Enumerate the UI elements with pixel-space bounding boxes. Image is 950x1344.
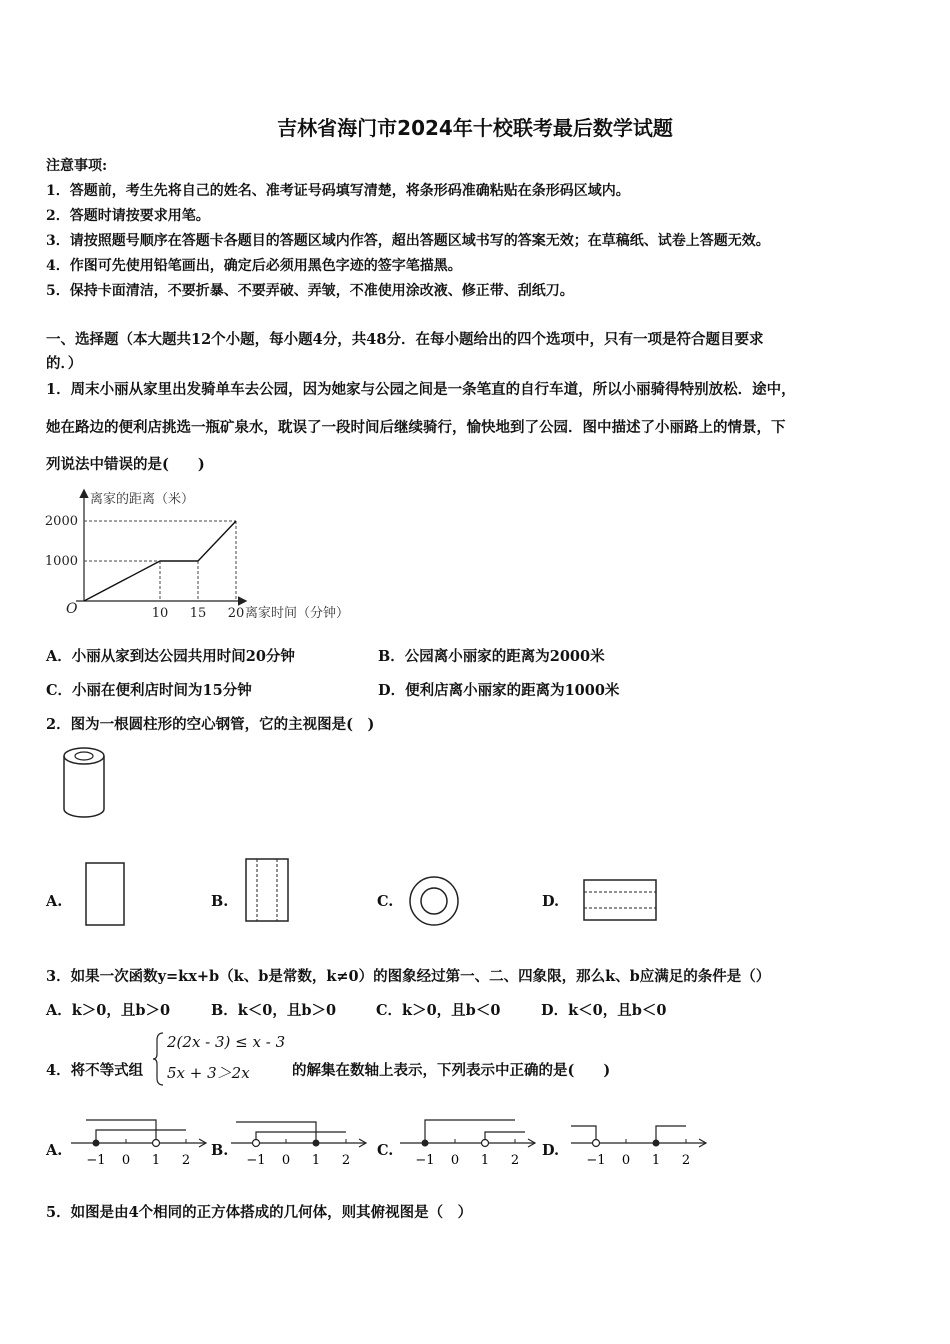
q1-text: 列说法中错误的是( )	[46, 456, 205, 473]
q3-option-a[interactable]: A．k＞0，且b＞0	[46, 1002, 171, 1019]
number-line-d[interactable]	[566, 1112, 711, 1170]
q1-text: 她在路边的便利店挑选一瓶矿泉水，耽误了一段时间后继续骑行，愉快地到了公园．图中描述了小丽路上的情景，下	[46, 419, 786, 436]
tick-label: −1	[586, 1153, 606, 1168]
q1-option-d[interactable]: D．便利店离小丽家的距离为1000米	[378, 682, 620, 699]
origin-label: O	[66, 601, 78, 617]
tick-label: 0	[121, 1153, 131, 1168]
q2-option-d-figure[interactable]	[580, 875, 660, 925]
tick-label: 2	[341, 1153, 351, 1168]
q2-option-b[interactable]: B.	[211, 893, 229, 910]
tick-label: 1	[151, 1153, 161, 1168]
q3-option-c[interactable]: C．k＞0，且b＜0	[376, 1002, 501, 1019]
y-tick-label: 1000	[44, 554, 78, 569]
tick-label: 0	[621, 1153, 631, 1168]
hollow-pipe-figure	[55, 745, 115, 820]
q4-suffix: 的解集在数轴上表示，下列表示中正确的是( )	[292, 1062, 611, 1079]
system-brace	[152, 1030, 166, 1088]
tick-label: 0	[450, 1153, 460, 1168]
page-title: 吉林省海门市2024年十校联考最后数学试题	[277, 116, 673, 140]
tick-label: 1	[311, 1153, 321, 1168]
q4-option-d[interactable]: D.	[542, 1142, 560, 1159]
q4-option-a[interactable]: A.	[46, 1142, 63, 1159]
q5-text: 5．如图是由4个相同的正方体搭成的几何体，则其俯视图是（ ）	[46, 1204, 473, 1221]
q2-text: 2．图为一根圆柱形的空心钢管，它的主视图是( )	[46, 716, 375, 733]
tick-label: 2	[681, 1153, 691, 1168]
tick-label: −1	[246, 1153, 266, 1168]
x-tick-label: 15	[189, 606, 207, 621]
number-line-a[interactable]	[66, 1112, 211, 1170]
q2-option-a-figure[interactable]	[82, 860, 128, 928]
tick-label: −1	[86, 1153, 106, 1168]
q1-option-b[interactable]: B．公园离小丽家的距离为2000米	[378, 648, 605, 665]
x-tick-label: 10	[151, 606, 169, 621]
tick-label: 0	[281, 1153, 291, 1168]
section-heading: 一、选择题（本大题共12个小题，每小题4分，共48分．在每小题给出的四个选项中，只有一项是符合题目要求	[46, 331, 764, 348]
q3-text: 3．如果一次函数y=kx+b（k、b是常数，k≠0）的图象经过第一、二、四象限，那么k、b应满足的条件是（）	[46, 968, 771, 985]
q1-distance-chart	[40, 485, 380, 625]
section-heading-cont: 的．）	[46, 355, 83, 372]
q2-option-c-figure[interactable]	[405, 872, 463, 930]
notice-item: 3．请按照题号顺序在答题卡各题目的答题区域内作答，超出答题区域书写的答案无效；在草稿纸、试卷上答题无效。	[46, 233, 770, 249]
number-line-b[interactable]	[226, 1112, 371, 1170]
q2-option-a[interactable]: A.	[46, 893, 63, 910]
series-segment	[198, 521, 236, 561]
tick-label: −1	[415, 1153, 435, 1168]
notice-item: 2．答题时请按要求用笔。	[46, 208, 210, 224]
q2-option-b-figure[interactable]	[242, 856, 292, 926]
q1-option-a[interactable]: A．小丽从家到达公园共用时间20分钟	[46, 648, 295, 665]
inequality-1: 2(2x - 3) ≤ x - 3	[167, 1033, 286, 1051]
q4-option-c[interactable]: C.	[377, 1142, 394, 1159]
q3-option-d[interactable]: D．k＜0，且b＜0	[541, 1002, 667, 1019]
notice-item: 4．作图可先使用铅笔画出，确定后必须用黑色字迹的签字笔描黑。	[46, 258, 462, 274]
tick-label: 2	[510, 1153, 520, 1168]
tick-label: 1	[651, 1153, 661, 1168]
tick-label: 2	[181, 1153, 191, 1168]
x-tick-label: 20	[227, 606, 245, 621]
q1-text: 1．周末小丽从家里出发骑单车去公园，因为她家与公园之间是一条笔直的自行车道，所以小丽骑得特别放松．途中，	[46, 381, 796, 398]
number-line-c[interactable]	[395, 1112, 540, 1170]
series-segment	[84, 561, 160, 601]
tick-label: 1	[480, 1153, 490, 1168]
x-axis-label: 离家时间（分钟）	[245, 606, 350, 621]
notice-heading: 注意事项:	[46, 158, 108, 174]
q4-option-b[interactable]: B.	[211, 1142, 229, 1159]
y-axis-label: 离家的距离（米）	[90, 492, 195, 507]
q2-option-c[interactable]: C.	[377, 893, 394, 910]
notice-item: 1．答题前，考生先将自己的姓名、准考证号码填写清楚，将条形码准确粘贴在条形码区域内。	[46, 183, 630, 199]
q2-option-d[interactable]: D.	[542, 893, 560, 910]
notice-item: 5．保持卡面清洁，不要折暴、不要弄破、弄皱，不准使用涂改液、修正带、刮纸刀。	[46, 283, 574, 299]
q3-option-b[interactable]: B．k＜0，且b＞0	[211, 1002, 337, 1019]
q1-option-c[interactable]: C．小丽在便利店时间为15分钟	[46, 682, 252, 699]
y-tick-label: 2000	[44, 514, 78, 529]
q4-prefix: 4．将不等式组	[46, 1062, 144, 1079]
inequality-2: 5x + 3＞2x	[167, 1064, 250, 1082]
